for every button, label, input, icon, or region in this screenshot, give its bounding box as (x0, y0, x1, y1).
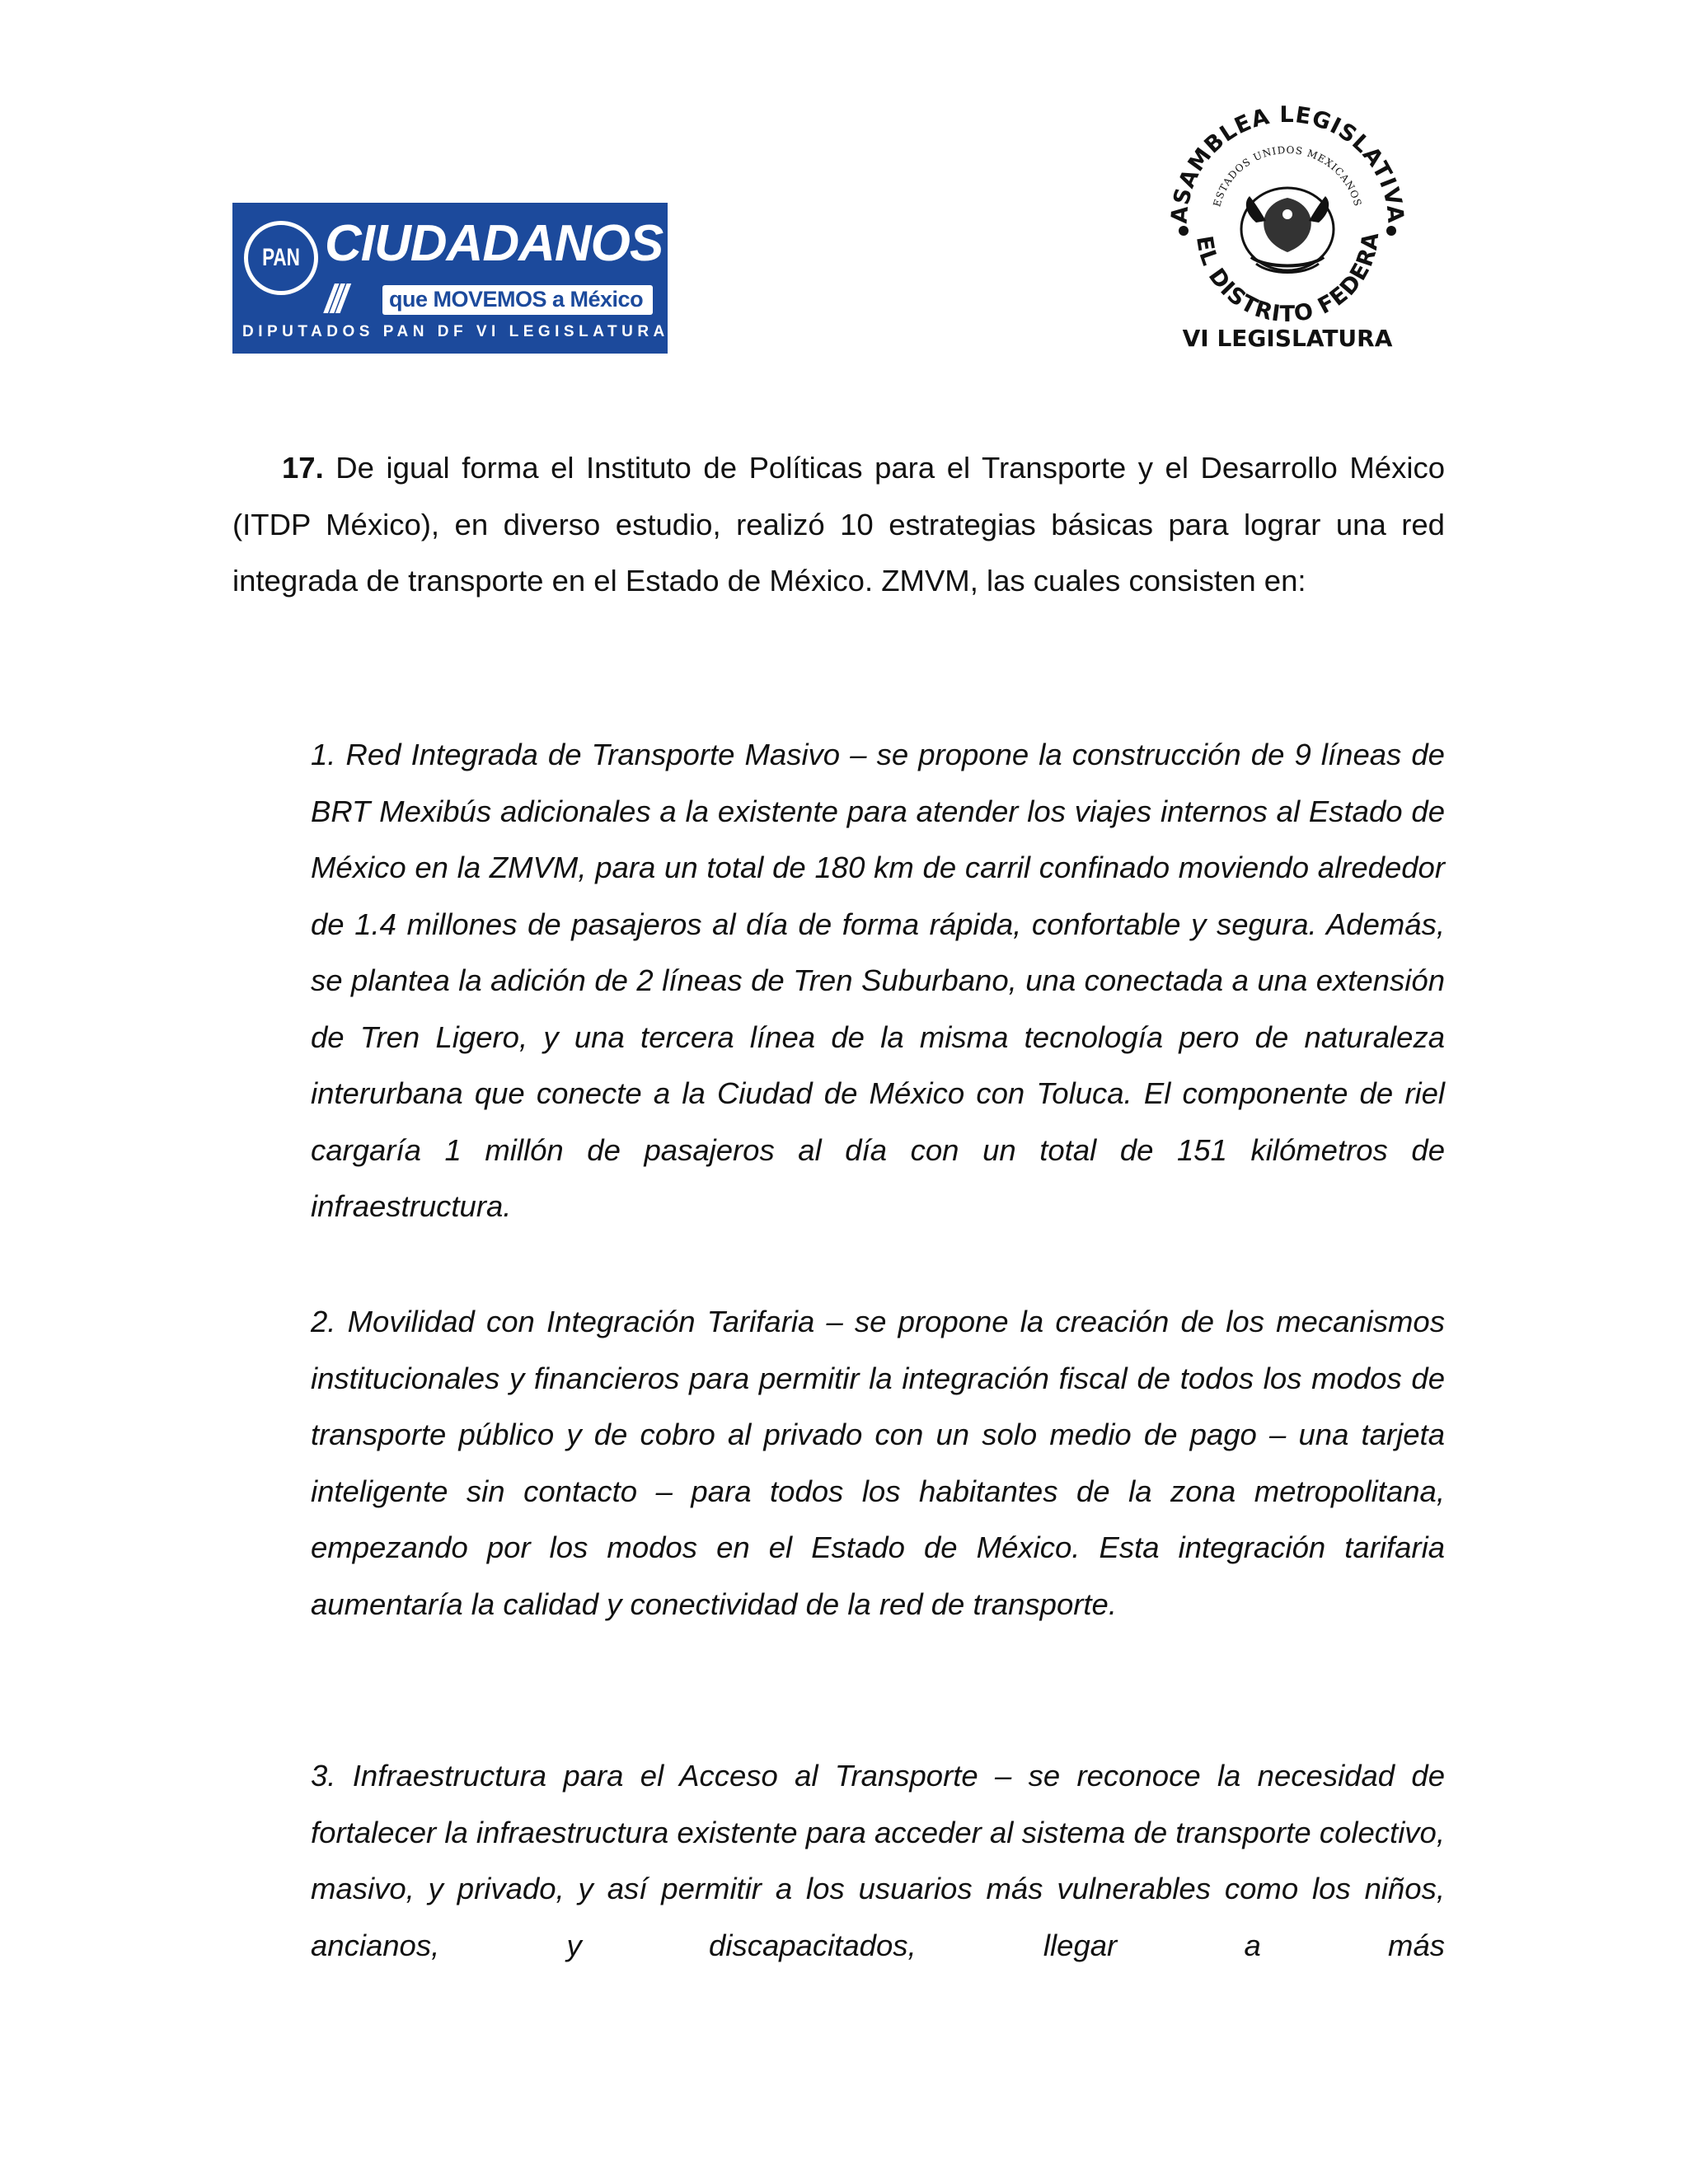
logo-slashes: /// (325, 278, 344, 321)
seal-legislature-text: VI LEGISLATURA (1182, 325, 1393, 352)
seal-bottom-arc-text: EL DISTRITO FEDERA (1190, 230, 1385, 328)
seal-top-arc-text: ASAMBLEA LEGISLATIVA (1166, 101, 1409, 225)
strategy-item-2: 2. Movilidad con Integración Tarifaria – se propone la creación de los mecanismos institucionales y financieros para permitir la integración fiscal de todos los modos de transporte público y de cobro al privado con un solo medio de pago – una tarjeta inteligente sin contacto – para todos los habitantes de la zona metropolitana, empezando por los modos en el Estado de México. Esta integración tarifaria aumentaría la calidad y conectividad de la red de transporte. (311, 1305, 1445, 1621)
paragraph-number: 17. (282, 451, 324, 485)
seal-inner-arc-text: ESTADOS UNIDOS MEXICANOS (1211, 143, 1364, 209)
intro-paragraph (232, 440, 1445, 610)
asamblea-legislativa-seal (1164, 99, 1411, 354)
pan-ciudadanos-logo (232, 203, 668, 354)
intro-text: De igual forma el Instituto de Políticas para el Transporte y el Desarrollo México (ITDP México), en diverso estudio, realizó 10 estrategias básicas para lograr una red integrada de transporte en el Estado de México. ZMVM, las cuales consisten en: (232, 451, 1445, 598)
logo-title: CIUDADANOS (325, 215, 663, 272)
seal-dot-left (1179, 226, 1189, 236)
pan-emblem-icon (244, 221, 318, 295)
logo-bottom-text: DIPUTADOS PAN DF VI LEGISLATURA (242, 323, 669, 340)
strategy-item-1: 1. Red Integrada de Transporte Masivo – se propone la construcción de 9 líneas de BRT Mexibús adicionales a la existente para atender los viajes internos al Estado de México en la ZMVM, para un total de 180 km de carril confinado moviendo alrededor de 1.4 millones de pasajeros al día de forma rápida, confortable y segura. Además, se plantea la adición de 2 líneas de Tren Suburbano, una conectada a una extensión de Tren Ligero, y una tercera línea de la misma tecnología pero de naturaleza interurbana que conecte a la Ciudad de México con Toluca. El componente de riel cargaría 1 millón de pasajeros al día con un total de 151 kilómetros de infraestructura. (311, 738, 1445, 1223)
pan-emblem-text: PAN (262, 244, 300, 271)
eagle-emblem-icon (1241, 188, 1334, 273)
seal-dot-right (1386, 226, 1396, 236)
strategy-item-3: 3. Infraestructura para el Acceso al Transporte – se reconoce la necesidad de fortalecer la infraestructura existente para acceder al sistema de transporte colectivo, masivo, y privado, y así permitir a los usuarios más vulnerables como los niños, ancianos, y discapacitados, llegar a más (311, 1759, 1445, 1962)
logo-tagline: que MOVEMOS a México (389, 287, 644, 312)
